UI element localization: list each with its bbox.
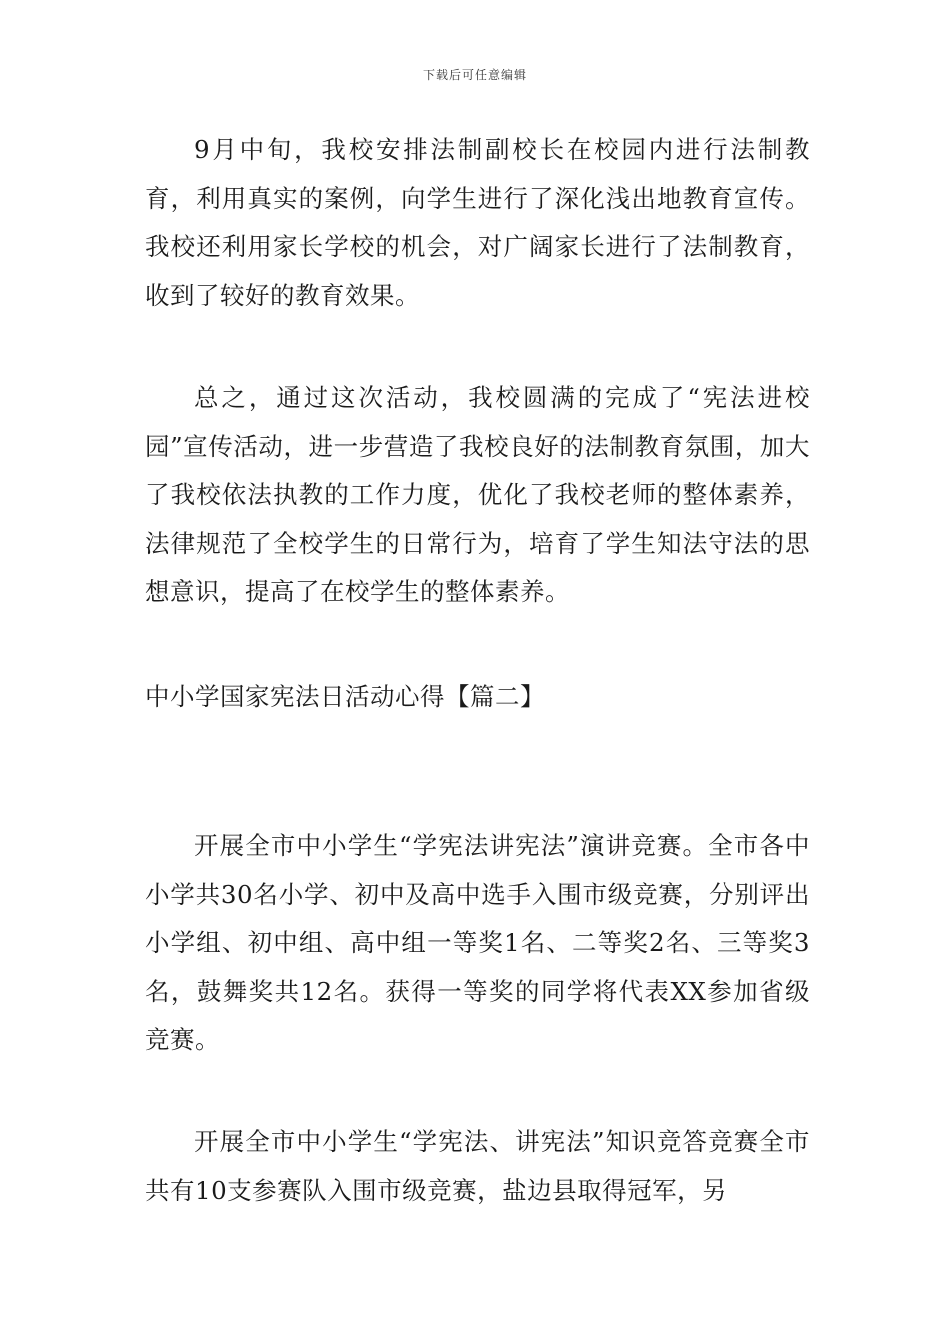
section-heading: 中小学国家宪法日活动心得【篇二】 bbox=[145, 682, 545, 711]
paragraph-summary: 总之，通过这次活动，我校圆满的完成了“宪法进校园”宣传活动，进一步营造了我校良好的法制教育氛围，加大了我校依法执教的工作力度，优化了我校老师的整体素养，法律规范了全校学生的日常行为，培育了学生知法守法的思想意识，提高了在校学生的整体素养。 bbox=[145, 383, 810, 606]
paragraph-speech-contest: 开展全市中小学生“学宪法讲宪法”演讲竞赛。全市各中小学共30名小学、初中及高中选手入围市级竞赛，分别评出小学组、初中组、高中组一等奖1名、二等奖2名、三等奖3名，鼓舞奖共12名。获得一等奖的同学将代表XX参加省级竞赛。 bbox=[145, 831, 810, 1054]
paragraph-legal-education: 9月中旬，我校安排法制副校长在校园内进行法制教育，利用真实的案例，向学生进行了深化浅出地教育宣传。我校还利用家长学校的机会，对广阔家长进行了法制教育，收到了较好的教育效果。 bbox=[145, 135, 810, 310]
paragraph-quiz-contest: 开展全市中小学生“学宪法、讲宪法”知识竞答竞赛全市共有10支参赛队入围市级竞赛，盐边县取得冠军，另 bbox=[145, 1127, 810, 1205]
header-note: 下载后可任意编辑 bbox=[422, 68, 527, 82]
